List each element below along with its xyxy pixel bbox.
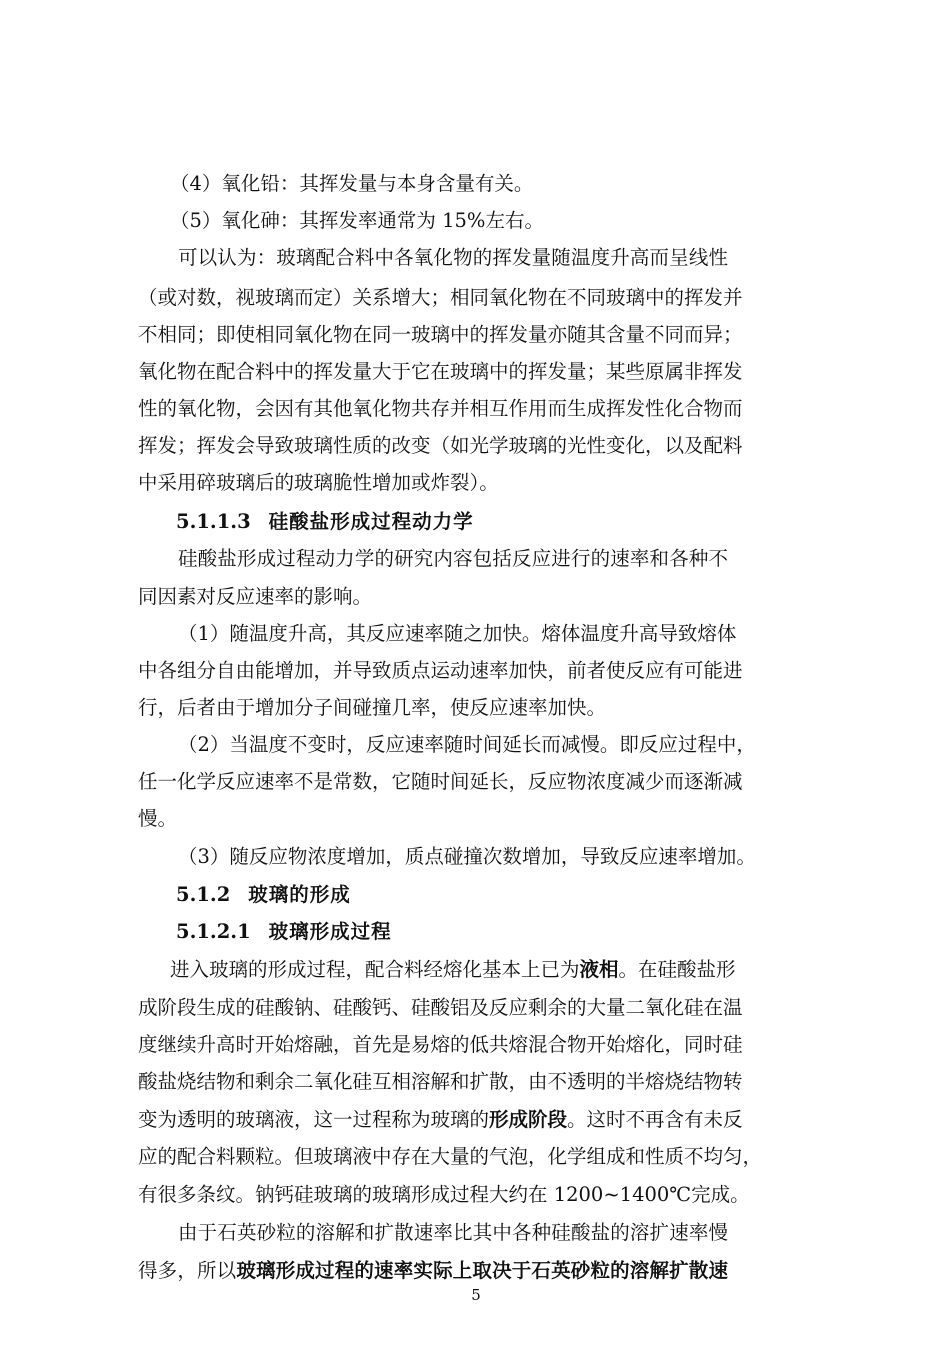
paragraph-line: 成阶段生成的硅酸钠、硅酸钙、硅酸铝及反应剩余的大量二氧化硅在温 xyxy=(138,996,743,1019)
section-title: 硅酸盐形成过程动力学 xyxy=(268,510,474,533)
text-run: 得多，所以 xyxy=(138,1259,237,1282)
section-heading-5-1-2-1 xyxy=(176,920,392,944)
text-run: 。在硅酸盐形 xyxy=(618,958,736,981)
text-run: 变为透明的玻璃液，这一过程称为玻璃的 xyxy=(138,1108,490,1131)
section-heading-5-1-2 xyxy=(176,883,351,907)
paragraph-line: 性的氧化物，会因有其他氧化物共存并相互作用而生成挥发性化合物而 xyxy=(138,397,743,420)
paragraph-line: 可以认为：玻璃配合料中各氧化物的挥发量随温度升高而呈线性 xyxy=(178,246,728,269)
paragraph-line: 中各组分自由能增加，并导致质点运动速率加快，前者使反应有可能进 xyxy=(138,659,743,682)
paragraph-line: 同因素对反应速率的影响。 xyxy=(138,585,373,608)
paragraph-line: （2）当温度不变时，反应速率随时间延长而减慢。即反应过程中， xyxy=(178,733,756,756)
page-number: 5 xyxy=(471,1286,481,1304)
section-title: 玻璃的形成 xyxy=(248,883,351,906)
paragraph-line xyxy=(138,1259,728,1283)
bold-term: 玻璃形成过程的速率实际上取决于石英砂粒的溶解扩散速 xyxy=(236,1259,728,1282)
paragraph-line: 有很多条纹。钠钙硅玻璃的玻璃形成过程大约在 1200~1400℃完成。 xyxy=(138,1183,750,1206)
paragraph-line: 挥发；挥发会导致玻璃性质的改变（如光学玻璃的光性变化，以及配料 xyxy=(138,434,743,457)
paragraph-line: （1）随温度升高，其反应速率随之加快。熔体温度升高导致熔体 xyxy=(178,622,737,645)
paragraph-line: 不相同；即使相同氧化物在同一玻璃中的挥发量亦随其含量不同而异； xyxy=(138,323,743,346)
paragraph-line: 行，后者由于增加分子间碰撞几率，使反应速率加快。 xyxy=(138,696,607,719)
paragraph-line: 由于石英砂粒的溶解和扩散速率比其中各种硅酸盐的溶扩速率慢 xyxy=(178,1221,728,1244)
paragraph-line: 任一化学反应速率不是常数，它随时间延长，反应物浓度减少而逐渐减 xyxy=(138,770,743,793)
paragraph-line xyxy=(170,958,736,982)
list-item-arsenic-oxide: （5）氧化砷：其挥发率通常为 15%左右。 xyxy=(170,209,544,232)
paragraph-line: 慢。 xyxy=(138,807,178,830)
paragraph-line: 氧化物在配合料中的挥发量大于它在玻璃中的挥发量；某些原属非挥发 xyxy=(138,360,743,383)
paragraph-line: 应的配合料颗粒。但玻璃液中存在大量的气泡，化学组成和性质不均匀， xyxy=(138,1145,763,1168)
section-number: 5.1.2.1 xyxy=(176,920,251,943)
text-run: 。这时不再含有未反 xyxy=(567,1108,743,1131)
paragraph-line: （或对数，视玻璃而定）关系增大；相同氧化物在不同玻璃中的挥发并 xyxy=(138,286,743,309)
text-run: 进入玻璃的形成过程，配合料经熔化基本上已为 xyxy=(170,958,580,981)
section-heading-5-1-1-3 xyxy=(176,510,474,534)
paragraph-line: 酸盐烧结物和剩余二氧化硅互相溶解和扩散，由不透明的半熔烧结物转 xyxy=(138,1070,743,1093)
bold-term: 液相 xyxy=(579,958,619,981)
bold-term: 形成阶段 xyxy=(489,1108,568,1131)
paragraph-line xyxy=(138,1108,743,1132)
section-title: 玻璃形成过程 xyxy=(268,920,392,943)
section-number: 5.1.1.3 xyxy=(176,510,251,533)
section-number: 5.1.2 xyxy=(176,883,231,906)
paragraph-line: （3）随反应物浓度增加，质点碰撞次数增加，导致反应速率增加。 xyxy=(178,845,756,868)
paragraph-line: 硅酸盐形成过程动力学的研究内容包括反应进行的速率和各种不 xyxy=(178,547,728,570)
paragraph-line: 中采用碎玻璃后的玻璃脆性增加或炸裂）。 xyxy=(138,471,499,494)
list-item-lead-oxide: （4）氧化铅：其挥发量与本身含量有关。 xyxy=(170,172,534,195)
paragraph-line: 度继续升高时开始熔融，首先是易熔的低共熔混合物开始熔化，同时硅 xyxy=(138,1033,743,1056)
